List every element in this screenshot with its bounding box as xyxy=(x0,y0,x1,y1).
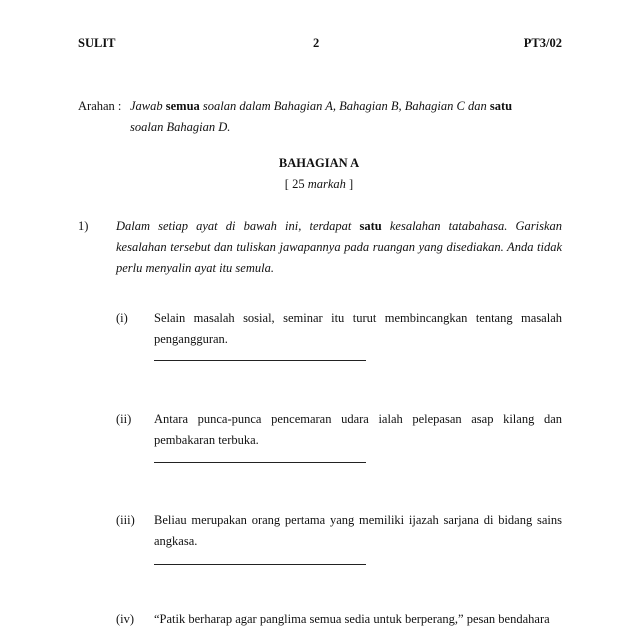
section-marks xyxy=(0,177,638,192)
marks-close: ] xyxy=(349,177,354,191)
marks-open: [ 25 xyxy=(284,177,305,191)
section-title: BAHAGIAN A xyxy=(278,156,360,170)
item-text: Beliau merupakan orang pertama yang memiliki ijazah sarjana di bidang sains angkasa. xyxy=(154,513,562,548)
question-part2: kesalahan tatabahasa. Gariskan kesalahan tersebut dan tuliskan jawapannya pada ruangan yang disediakan. Anda tidak perlu menyalin ayat itu semula. xyxy=(116,219,563,275)
item-number: (ii) xyxy=(116,412,132,426)
item-text: “Patik berharap agar panglima semua sedia untuk berperang,” pesan bendahara xyxy=(154,612,550,626)
instructions-part1: Jawab xyxy=(130,99,163,113)
question-part1: Dalam setiap ayat di bawah ini, terdapat xyxy=(116,219,352,233)
instructions-bold2: satu xyxy=(489,99,513,113)
answer-line[interactable] xyxy=(154,564,366,565)
instructions-part2: soalan dalam Bahagian A, Bahagian B, Bahagian C dan xyxy=(202,99,487,113)
marks-word: markah xyxy=(307,177,346,191)
instructions-line2: soalan Bahagian D. xyxy=(130,120,231,134)
item-text: Selain masalah sosial, seminar itu turut membincangkan tentang masalah pengangguran. xyxy=(154,311,562,346)
instructions-bold: semua xyxy=(165,99,200,113)
item-text: Antara punca-punca pencemaran udara ialah pelepasan asap kilang dan pembakaran terbuka. xyxy=(154,412,562,447)
question-instruction xyxy=(116,216,562,279)
item-number: (iii) xyxy=(116,513,135,527)
answer-line[interactable] xyxy=(154,462,366,463)
instructions-text xyxy=(130,96,562,117)
question-number: 1) xyxy=(78,219,89,233)
header-sulit: SULIT xyxy=(78,36,116,50)
header-paper-code: PT3/02 xyxy=(523,36,562,50)
question-bold: satu xyxy=(359,219,382,233)
instructions-label: Arahan : xyxy=(78,99,122,113)
item-number: (i) xyxy=(116,311,128,325)
header-page-number: 2 xyxy=(313,36,320,50)
answer-line[interactable] xyxy=(154,360,366,361)
item-number: (iv) xyxy=(116,612,135,626)
